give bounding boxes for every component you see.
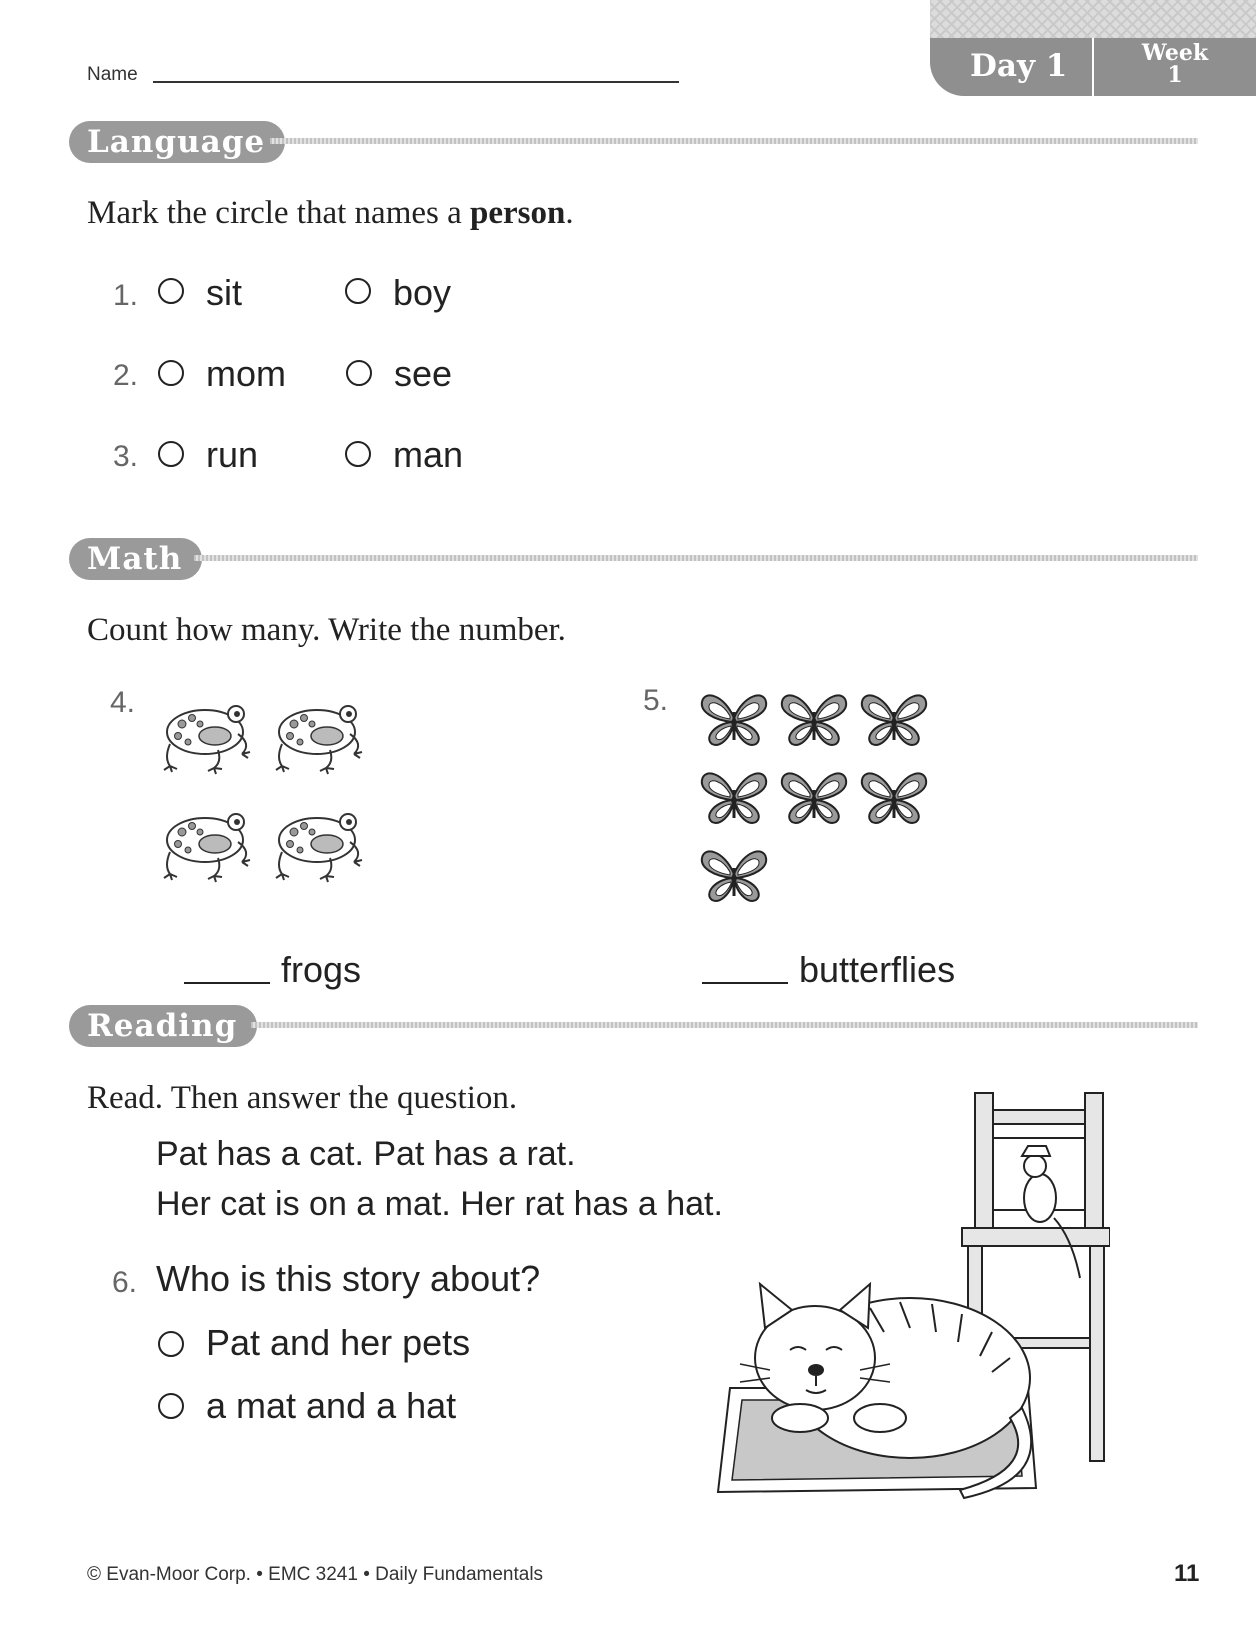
section-rule-math (194, 555, 1198, 561)
choice-2b: see (394, 353, 453, 394)
question-number-3: 3. (113, 440, 139, 473)
reading-question: Who is this story about? (156, 1258, 541, 1299)
butterfly-icon (702, 695, 766, 744)
answer-word-frogs: frogs (281, 949, 362, 990)
name-write-line[interactable] (153, 81, 679, 83)
answer-word-butterflies: butterflies (799, 949, 956, 990)
frog-icon (164, 706, 250, 774)
day-week-tab (930, 0, 1256, 96)
question-number-1: 1. (113, 279, 139, 312)
answer-bubble-1b[interactable] (345, 278, 371, 304)
section-title-reading: Reading (69, 1005, 257, 1047)
choice-6b: a mat and a hat (206, 1385, 457, 1426)
butterfly-icon (782, 773, 846, 822)
choice-3a: run (206, 434, 259, 475)
week-word: Week (1141, 40, 1209, 66)
answer-bubble-3b[interactable] (345, 441, 371, 467)
tab-pattern (930, 0, 1256, 38)
page-number: 11 (1174, 1560, 1200, 1587)
question-number-6: 6. (112, 1266, 138, 1299)
reading-instruction: Read. Then answer the question. (87, 1080, 518, 1116)
butterfly-group (700, 690, 950, 920)
question-number-2: 2. (113, 359, 139, 392)
frog-icon (276, 706, 362, 774)
answer-blank-5[interactable] (702, 982, 788, 984)
language-instruction (87, 195, 574, 232)
math-instruction: Count how many. Write the number. (87, 612, 566, 648)
butterfly-icon (782, 695, 846, 744)
frog-group (160, 694, 400, 894)
story-line-1: Pat has a cat. Pat has a rat. (156, 1135, 576, 1173)
day-label: Day 1 (970, 48, 1068, 84)
week-number: 1 (1167, 62, 1183, 88)
story-line-2: Her cat is on a mat. Her rat has a hat. (156, 1185, 723, 1223)
instruction-period: . (565, 195, 574, 231)
answer-blank-4[interactable] (184, 982, 270, 984)
instruction-text: Mark the circle that names a (87, 195, 470, 231)
instruction-bold-word: person (470, 195, 566, 231)
butterfly-icon (862, 695, 926, 744)
choice-3b: man (393, 434, 464, 475)
story-text (156, 1129, 723, 1229)
section-rule-reading (251, 1022, 1198, 1028)
answer-bubble-2b[interactable] (346, 360, 372, 386)
name-label: Name (87, 64, 138, 85)
section-title-math: Math (69, 538, 202, 580)
footer-copyright: © Evan-Moor Corp. • EMC 3241 • Daily Fundamentals (87, 1564, 544, 1585)
answer-bubble-1a[interactable] (158, 278, 184, 304)
week-label (1094, 42, 1256, 86)
butterfly-icon (702, 851, 766, 900)
answer-bubble-2a[interactable] (158, 360, 184, 386)
butterfly-icon (862, 773, 926, 822)
section-title-language: Language (69, 121, 285, 163)
answer-bubble-3a[interactable] (158, 441, 184, 467)
choice-6a: Pat and her pets (206, 1322, 471, 1363)
butterfly-icon (702, 773, 766, 822)
frog-icon (164, 814, 250, 882)
answer-bubble-6a[interactable] (158, 1331, 184, 1357)
section-rule-language (270, 138, 1198, 144)
answer-bubble-6b[interactable] (158, 1393, 184, 1419)
question-number-5: 5. (643, 684, 669, 717)
cat-chair-illustration (710, 1088, 1110, 1508)
choice-1a: sit (206, 272, 242, 313)
choice-1b: boy (393, 272, 452, 313)
question-number-4: 4. (110, 686, 136, 719)
frog-icon (276, 814, 362, 882)
choice-2a: mom (206, 353, 286, 394)
